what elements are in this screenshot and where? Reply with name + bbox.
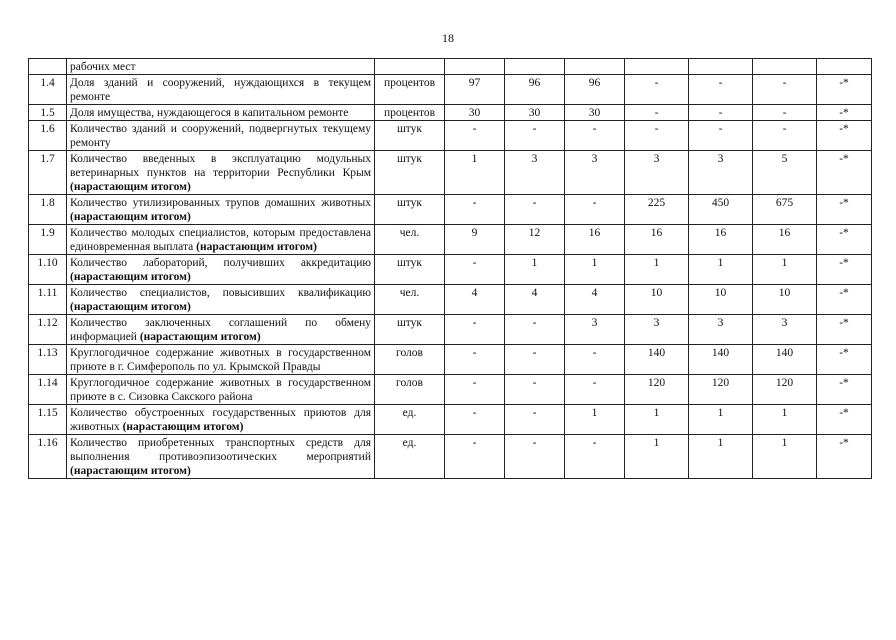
unit-cell: штук — [375, 255, 445, 285]
value-cell: - — [505, 121, 565, 151]
indicator-text: Доля зданий и сооружений, нуждающихся в текущем ремонте — [70, 77, 371, 103]
table-row — [29, 225, 872, 255]
unit-cell: чел. — [375, 225, 445, 255]
value-cell: - — [445, 405, 505, 435]
unit-cell: голов — [375, 375, 445, 405]
indicator-text: Количество специалистов, повысивших квалификацию — [70, 287, 371, 299]
indicator-name — [67, 285, 375, 315]
value-cell: 120 — [689, 375, 753, 405]
row-number: 1.8 — [29, 195, 67, 225]
value-cell: -* — [817, 75, 872, 105]
value-cell: -* — [817, 151, 872, 195]
value-cell: - — [689, 105, 753, 121]
value-cell: -* — [817, 285, 872, 315]
value-cell: - — [445, 121, 505, 151]
indicator-name — [67, 375, 375, 405]
indicator-name — [67, 195, 375, 225]
value-cell: 1 — [565, 405, 625, 435]
indicator-text: Количество введенных в эксплуатацию модульных ветеринарных пунктов на территории Республики Крым — [70, 153, 371, 179]
unit-cell: голов — [375, 345, 445, 375]
value-cell: 1 — [625, 405, 689, 435]
row-number: 1.6 — [29, 121, 67, 151]
value-cell: 10 — [689, 285, 753, 315]
indicator-text: Количество утилизированных трупов домашних животных — [70, 197, 371, 209]
value-cell: 140 — [753, 345, 817, 375]
value-cell: 3 — [565, 315, 625, 345]
value-cell: -* — [817, 195, 872, 225]
value-cell: 120 — [625, 375, 689, 405]
indicator-text: Количество заключенных соглашений по обмену информацией — [70, 317, 371, 343]
row-number: 1.10 — [29, 255, 67, 285]
indicator-name — [67, 75, 375, 105]
value-cell: 3 — [625, 151, 689, 195]
value-cell: - — [445, 255, 505, 285]
indicators-table — [28, 58, 872, 479]
page-number: 18 — [442, 31, 454, 45]
row-number: 1.4 — [29, 75, 67, 105]
unit-cell: чел. — [375, 285, 445, 315]
value-cell: -* — [817, 405, 872, 435]
table-row — [29, 375, 872, 405]
value-cell: 450 — [689, 195, 753, 225]
value-cell: 30 — [565, 105, 625, 121]
value-cell: 1 — [753, 405, 817, 435]
value-cell: 16 — [565, 225, 625, 255]
value-cell: - — [505, 375, 565, 405]
value-cell: - — [565, 435, 625, 479]
value-cell: 97 — [445, 75, 505, 105]
value-cell: - — [565, 345, 625, 375]
row-number: 1.9 — [29, 225, 67, 255]
indicator-text: Количество зданий и сооружений, подвергнутых текущему ремонту — [70, 123, 371, 149]
value-cell: - — [625, 105, 689, 121]
value-cell: - — [565, 121, 625, 151]
value-cell: 3 — [505, 151, 565, 195]
value-cell: - — [625, 75, 689, 105]
indicator-note: (нарастающим итогом) — [139, 331, 261, 343]
indicator-text: Круглогодичное содержание животных в государственном приюте в г. Симферополь по ул. Крымской Правды — [70, 347, 371, 373]
value-cell: 30 — [445, 105, 505, 121]
value-cell: - — [445, 315, 505, 345]
indicator-name: рабочих мест — [67, 59, 375, 75]
unit-cell: штук — [375, 195, 445, 225]
indicator-text: Круглогодичное содержание животных в государственном приюте в с. Сизовка Сакского района — [70, 377, 371, 403]
indicator-note: (нарастающим итогом) — [70, 271, 191, 283]
row-number: 1.5 — [29, 105, 67, 121]
value-cell: - — [505, 345, 565, 375]
value-cell: 16 — [689, 225, 753, 255]
value-cell: 1 — [565, 255, 625, 285]
value-cell: 3 — [689, 315, 753, 345]
row-number: 1.16 — [29, 435, 67, 479]
value-cell: 1 — [445, 151, 505, 195]
value-cell: -* — [817, 105, 872, 121]
value-cell: 1 — [689, 435, 753, 479]
indicator-name — [67, 435, 375, 479]
value-cell: 1 — [689, 405, 753, 435]
value-cell: 4 — [565, 285, 625, 315]
indicator-name — [67, 151, 375, 195]
value-cell: 10 — [625, 285, 689, 315]
row-number: 1.12 — [29, 315, 67, 345]
indicator-note: (нарастающим итогом) — [70, 211, 191, 223]
value-cell: - — [505, 435, 565, 479]
value-cell: 96 — [565, 75, 625, 105]
table-row — [29, 121, 872, 151]
unit-cell: штук — [375, 121, 445, 151]
unit-cell: ед. — [375, 435, 445, 479]
table-row — [29, 151, 872, 195]
table-row — [29, 285, 872, 315]
indicator-name — [67, 315, 375, 345]
value-cell: 16 — [753, 225, 817, 255]
indicator-text: Количество обустроенных государственных приютов для животных — [70, 407, 371, 433]
unit-cell: процентов — [375, 75, 445, 105]
value-cell: -* — [817, 435, 872, 479]
indicator-name — [67, 405, 375, 435]
indicator-name — [67, 121, 375, 151]
value-cell: - — [689, 121, 753, 151]
value-cell: 10 — [753, 285, 817, 315]
row-number: 1.7 — [29, 151, 67, 195]
value-cell: - — [445, 375, 505, 405]
value-cell: - — [445, 195, 505, 225]
value-cell: 5 — [753, 151, 817, 195]
value-cell: 140 — [689, 345, 753, 375]
value-cell: - — [505, 195, 565, 225]
value-cell: - — [445, 435, 505, 479]
value-cell: 9 — [445, 225, 505, 255]
table-row — [29, 345, 872, 375]
indicator-text: Количество молодых специалистов, которым предоставлена единовременная выплата — [70, 227, 371, 253]
indicator-text: Количество приобретенных транспортных средств для выполнения противоэпизоотических мероприятий — [70, 437, 371, 463]
value-cell: - — [689, 75, 753, 105]
value-cell: 96 — [505, 75, 565, 105]
value-cell: 12 — [505, 225, 565, 255]
unit-cell: процентов — [375, 105, 445, 121]
unit-cell: ед. — [375, 405, 445, 435]
value-cell: 16 — [625, 225, 689, 255]
table-row — [29, 195, 872, 225]
value-cell: 1 — [625, 435, 689, 479]
value-cell: -* — [817, 121, 872, 151]
value-cell: 225 — [625, 195, 689, 225]
value-cell: - — [625, 121, 689, 151]
indicator-text: Количество лабораторий, получивших аккредитацию — [70, 257, 371, 269]
table-row — [29, 75, 872, 105]
value-cell: - — [445, 345, 505, 375]
row-number — [29, 59, 67, 75]
indicator-note: (нарастающим итогом) — [70, 301, 191, 313]
value-cell: 120 — [753, 375, 817, 405]
value-cell: -* — [817, 315, 872, 345]
value-cell: - — [753, 105, 817, 121]
value-cell: -* — [817, 375, 872, 405]
indicator-name — [67, 105, 375, 121]
value-cell: - — [505, 405, 565, 435]
indicator-note: (нарастающим итогом) — [70, 465, 191, 477]
value-cell: - — [505, 315, 565, 345]
value-cell: -* — [817, 225, 872, 255]
value-cell: 675 — [753, 195, 817, 225]
indicator-note: (нарастающим итогом) — [70, 181, 191, 193]
table-row — [29, 105, 872, 121]
value-cell: 3 — [689, 151, 753, 195]
table-row — [29, 435, 872, 479]
table-row — [29, 255, 872, 285]
table-row — [29, 59, 872, 75]
value-cell: 3 — [753, 315, 817, 345]
value-cell: 3 — [565, 151, 625, 195]
value-cell: 30 — [505, 105, 565, 121]
row-number: 1.14 — [29, 375, 67, 405]
value-cell: -* — [817, 345, 872, 375]
indicator-note: (нарастающим итогом) — [122, 421, 244, 433]
table-row — [29, 405, 872, 435]
value-cell: - — [565, 195, 625, 225]
indicator-name — [67, 255, 375, 285]
value-cell: 1 — [753, 255, 817, 285]
value-cell: 4 — [505, 285, 565, 315]
value-cell: 1 — [689, 255, 753, 285]
unit-cell: штук — [375, 315, 445, 345]
table-row — [29, 315, 872, 345]
row-number: 1.11 — [29, 285, 67, 315]
row-number: 1.13 — [29, 345, 67, 375]
value-cell: - — [565, 375, 625, 405]
value-cell: 1 — [753, 435, 817, 479]
value-cell: - — [753, 75, 817, 105]
value-cell: - — [753, 121, 817, 151]
value-cell: 4 — [445, 285, 505, 315]
indicator-name — [67, 225, 375, 255]
indicator-text: Доля имущества, нуждающегося в капитальном ремонте — [70, 107, 349, 119]
row-number: 1.15 — [29, 405, 67, 435]
value-cell: 140 — [625, 345, 689, 375]
indicator-name — [67, 345, 375, 375]
unit-cell: штук — [375, 151, 445, 195]
value-cell: 1 — [625, 255, 689, 285]
indicator-note: (нарастающим итогом) — [196, 241, 317, 253]
value-cell: 1 — [505, 255, 565, 285]
value-cell: -* — [817, 255, 872, 285]
value-cell: 3 — [625, 315, 689, 345]
